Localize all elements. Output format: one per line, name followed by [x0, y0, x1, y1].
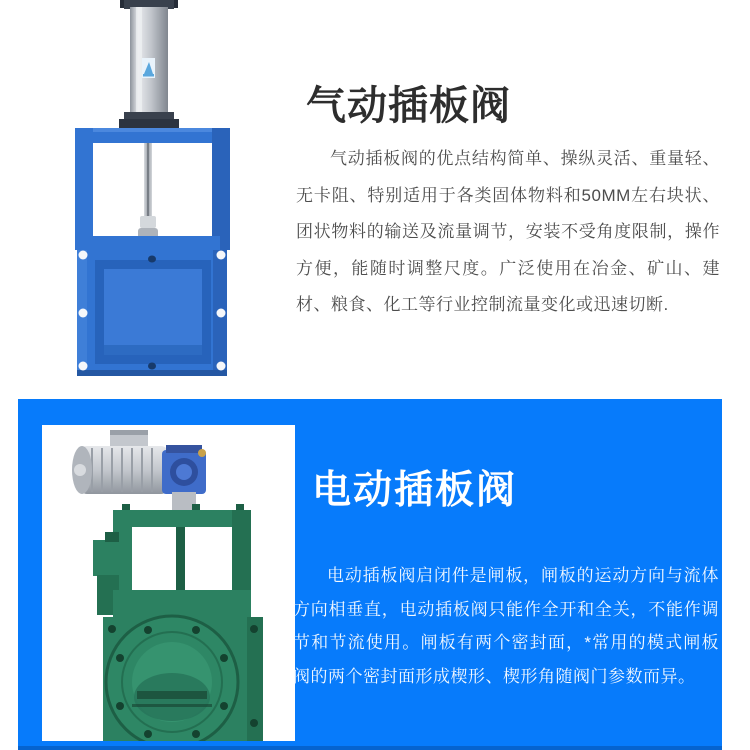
valve-body	[77, 236, 227, 376]
electric-title: 电动插板阀	[312, 469, 518, 512]
pneumatic-valve-image	[40, 0, 270, 396]
electric-valve-image	[42, 425, 295, 741]
electric-section-panel	[18, 399, 722, 750]
pneumatic-title: 气动插板阀	[306, 84, 511, 128]
piston-rod	[138, 143, 158, 245]
pneumatic-cylinder	[119, 0, 179, 128]
electric-description: 电动插板阀启闭件是闸板，闸板的运动方向与流体方向相垂直，电动插板阀只能作全开和全关，不能作调节和节流使用。闸板有两个密封面，*常用的模式闸板阀的两个密封面形成楔形、楔形角随阀门参数而异。	[293, 566, 719, 686]
round-flange	[103, 616, 263, 741]
electric-valve-frame	[93, 504, 251, 620]
electric-valve-illustration	[42, 425, 295, 741]
gearbox	[162, 445, 206, 494]
electric-motor	[72, 430, 168, 494]
pneumatic-description: 气动插板阀的优点结构简单、操纵灵活、重量轻、无卡阻、特别适用于各类固体物料和50MM左右块状、团状物料的输送及流量调节，安装不受角度限制，操作方便，能随时调整尺度。广泛使用在冶金、矿山、建材、粮食、化工等行业控制流量变化或迅速切断.	[296, 149, 720, 315]
pneumatic-valve-illustration	[40, 0, 270, 396]
